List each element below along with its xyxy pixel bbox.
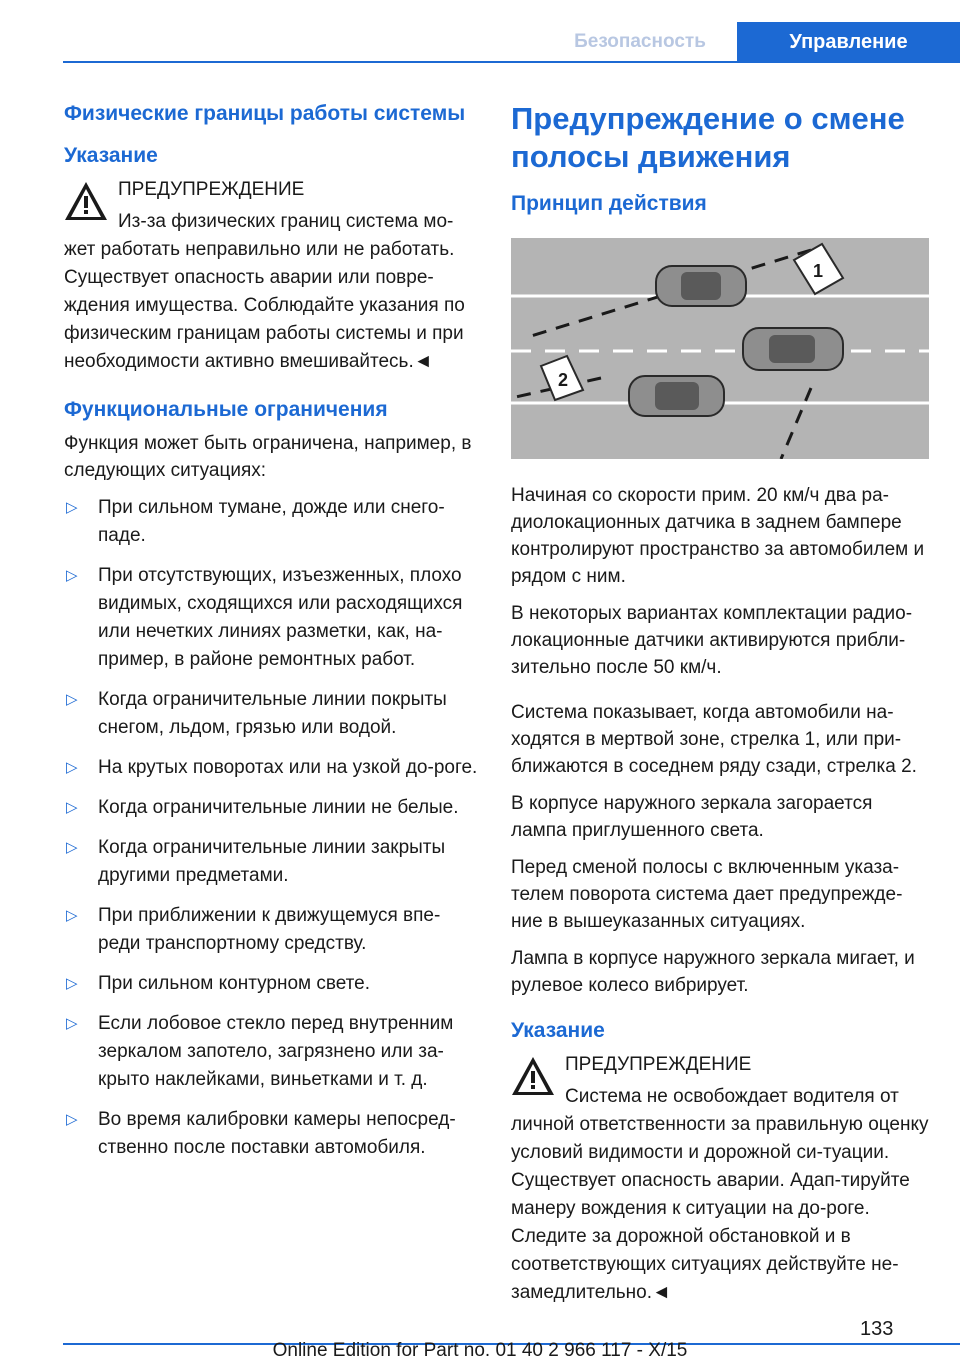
warning-box [511,1051,931,1307]
car-blind-spot [656,266,746,306]
footer [0,1300,960,1362]
right-column [511,100,931,1307]
car-own [743,328,843,370]
principle-heading: Принцип действия [511,192,707,215]
list-item-text: На крутых поворотах или на узкой до-роге. [98,757,478,778]
list-item [64,562,480,674]
bullet-icon: ▷ [66,1111,78,1128]
header-divider [63,61,960,63]
warning-triangle-icon [64,180,108,222]
car-approaching [629,376,724,416]
bullet-icon: ▷ [66,691,78,708]
warning-box [64,176,480,376]
limits-intro: Функция может быть ограничена, например, в следующих ситуациях: [64,433,472,481]
list-item-text: При сильном контурном свете. [98,973,371,994]
warning-text: жет работать неправильно или не работать. Существует опасность аварии или повре-ждения имущества. Соблюдайте указания по физическим границам работы системы и при необходимости активно вмешивайтесь.◄ [64,239,465,372]
warning-label: ПРЕДУПРЕЖДЕНИЕ [118,179,305,200]
bullet-icon: ▷ [66,759,78,776]
section-title-physical-limits: Физические границы работы системы [64,102,466,125]
paragraph-6: Лампа в корпусе наружного зеркала мигает, и рулевое колесо вибрирует. [511,948,915,996]
list-item [64,1106,480,1162]
paragraph-4: В корпусе наружного зеркала загорается лампа приглушенного света. [511,793,873,841]
paragraph-3: Система показывает, когда автомобили на-ходятся в мертвой зоне, стрелка 1, или при-ближаются в соседнем ряду сзади, стрелка 2. [511,702,917,777]
page-number: 133 [860,1318,894,1340]
bullet-icon: ▷ [66,907,78,924]
list-item-text: При отсутствующих, изъезженных, плохо видимых, сходящихся или расходящихся или нечетких линиях разметки, как, на-пример, в районе ремонтных работ. [98,565,463,670]
left-column [64,100,480,1174]
bullet-icon: ▷ [66,975,78,992]
paragraph-5: Перед сменой полосы с включенным указа-телем поворота система дает предупрежде-ние в вышеуказанных ситуациях. [511,857,903,932]
list-item [64,794,480,822]
list-item [64,970,480,998]
list-item-text: Во время калибровки камеры непосред-ственно после поставки автомобиля. [98,1109,456,1158]
arrow-1-label: 1 [812,261,824,281]
lane-change-figure [511,238,929,459]
list-item-text: При приближении к движущемуся впе-реди транспортному средству. [98,905,441,954]
page-title: Предупреждение о смене полосы движения [511,101,905,174]
paragraph-2: В некоторых вариантах комплектации радио-локационные датчики активируются прибли-зительно после 50 км/ч. [511,603,913,678]
list-item-text: Когда ограничительные линии покрыты снегом, льдом, грязью или водой. [98,689,447,738]
tab-controls[interactable]: Управление [737,22,960,62]
limits-list [64,494,480,1162]
list-item [64,1010,480,1094]
list-item [64,686,480,742]
list-item [64,494,480,550]
warning-text: личной ответственности за правильную оценку условий видимости и дорожной си-туации. Существует опасность аварии. Адап-тируйте манеру вождения к ситуации на до-роге. Следите за дорожной обстановкой и в соответствующих ситуациях действуйте не-замедлительно.◄ [511,1114,929,1303]
note-heading: Указание [511,1019,605,1042]
header-bar [0,22,960,62]
list-item [64,754,480,782]
paragraph-1: Начиная со скорости прим. 20 км/ч два ра-диолокационных датчика в заднем бампере контролируют пространство за автомобилем и рядом с ним. [511,485,925,587]
bullet-icon: ▷ [66,567,78,584]
bullet-icon: ▷ [66,499,78,516]
warning-triangle-icon [511,1055,555,1097]
warning-text-first-line: Система не освобождает водителя от [565,1086,899,1107]
limits-heading: Функциональные ограничения [64,398,388,421]
arrow-2-label: 2 [557,370,569,390]
note-heading: Указание [64,144,158,167]
bullet-icon: ▷ [66,799,78,816]
list-item-text: При сильном тумане, дожде или снего-паде. [98,497,445,546]
list-item [64,902,480,958]
bullet-icon: ▷ [66,1015,78,1032]
list-item-text: Если лобовое стекло перед внутренним зеркалом запотело, загрязнено или за-крыто наклейками, виньетками и т. д. [98,1013,454,1090]
tab-safety[interactable]: Безопасность [574,31,706,52]
list-item [64,834,480,890]
warning-text-first-line: Из-за физических границ система мо- [118,211,454,232]
list-item-text: Когда ограничительные линии не белые. [98,797,459,818]
warning-label: ПРЕДУПРЕЖДЕНИЕ [565,1054,752,1075]
edition-note: Online Edition for Part no. 01 40 2 966 117 - X/15 [272,1340,688,1361]
list-item-text: Когда ограничительные линии закрыты другими предметами. [98,837,446,886]
bullet-icon: ▷ [66,839,78,856]
